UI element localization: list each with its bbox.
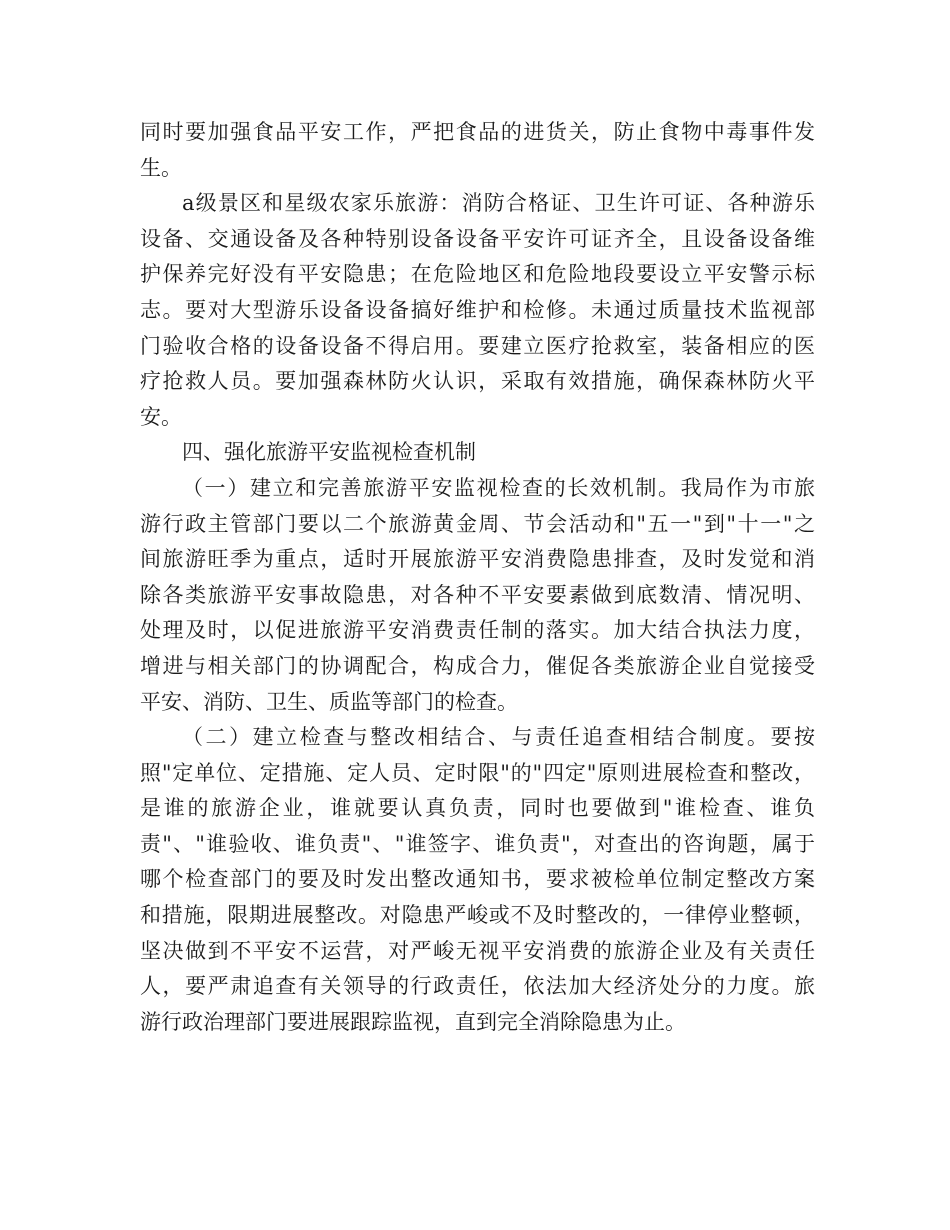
text-line: 平安、消防、卫生、质监等部门的检查。 bbox=[140, 689, 518, 714]
text-line: 安。 bbox=[140, 404, 182, 429]
text-line: 护保养完好没有平安隐患；在危险地区和危险地段要设立平安警示标 bbox=[140, 262, 815, 287]
text-line: a级景区和星级农家乐旅游：消防合格证、卫生许可证、各种游乐 bbox=[182, 191, 815, 216]
text-line: 间旅游旺季为重点，适时开展旅游平安消费隐患排查，及时发觉和消 bbox=[140, 547, 815, 572]
text-line: 除各类旅游平安事故隐患，对各种不平安要素做到底数清、情况明、 bbox=[140, 582, 815, 607]
text-line: 志。要对大型游乐设备设备搞好维护和检修。未通过质量技术监视部 bbox=[140, 297, 815, 322]
text-line: 游行政治理部门要进展跟踪监视，直到完全消除隐患为止。 bbox=[140, 1009, 686, 1034]
document-body bbox=[140, 115, 815, 1040]
text-line: 疗抢救人员。要加强森林防火认识，采取有效措施，确保森林防火平 bbox=[140, 369, 815, 394]
section-heading: 四、强化旅游平安监视检查机制 bbox=[182, 440, 476, 465]
text-line: 照"定单位、定措施、定人员、定时限"的"四定"原则进展检查和整改， bbox=[140, 760, 815, 785]
text-line: 增进与相关部门的协调配合，构成合力，催促各类旅游企业自觉接受 bbox=[140, 653, 815, 678]
text-line: 处理及时，以促进旅游平安消费责任制的落实。加大结合执法力度， bbox=[140, 618, 815, 643]
text-line: 坚决做到不平安不运营，对严峻无视平安消费的旅游企业及有关责任 bbox=[140, 938, 815, 963]
text-line: （一）建立和完善旅游平安监视检查的长效机制。我局作为市旅 bbox=[182, 475, 815, 500]
text-line: 人，要严肃追查有关领导的行政责任，依法加大经济处分的力度。旅 bbox=[140, 974, 815, 999]
text-line: （二）建立检查与整改相结合、与责任追查相结合制度。要按 bbox=[182, 725, 815, 750]
text-line: 游行政主管部门要以二个旅游黄金周、节会活动和"五一"到"十一"之 bbox=[140, 511, 815, 536]
text-line: 门验收合格的设备设备不得启用。要建立医疗抢救室，装备相应的医 bbox=[140, 333, 815, 358]
text-line: 和措施，限期进展整改。对隐患严峻或不及时整改的，一律停业整顿， bbox=[140, 903, 815, 928]
text-line: 哪个检查部门的要及时发出整改通知书，要求被检单位制定整改方案 bbox=[140, 867, 815, 892]
text-line: 生。 bbox=[140, 155, 182, 180]
text-line: 责"、"谁验收、谁负责"、"谁签字、谁负责"，对查出的咨询题，属于 bbox=[140, 831, 815, 856]
text-line: 设备、交通设备及各种特别设备设备平安许可证齐全，且设备设备维 bbox=[140, 226, 815, 251]
text-line: 同时要加强食品平安工作，严把食品的进货关，防止食物中毒事件发 bbox=[140, 120, 815, 144]
text-line: 是谁的旅游企业，谁就要认真负责，同时也要做到"谁检查、谁负 bbox=[140, 796, 815, 821]
